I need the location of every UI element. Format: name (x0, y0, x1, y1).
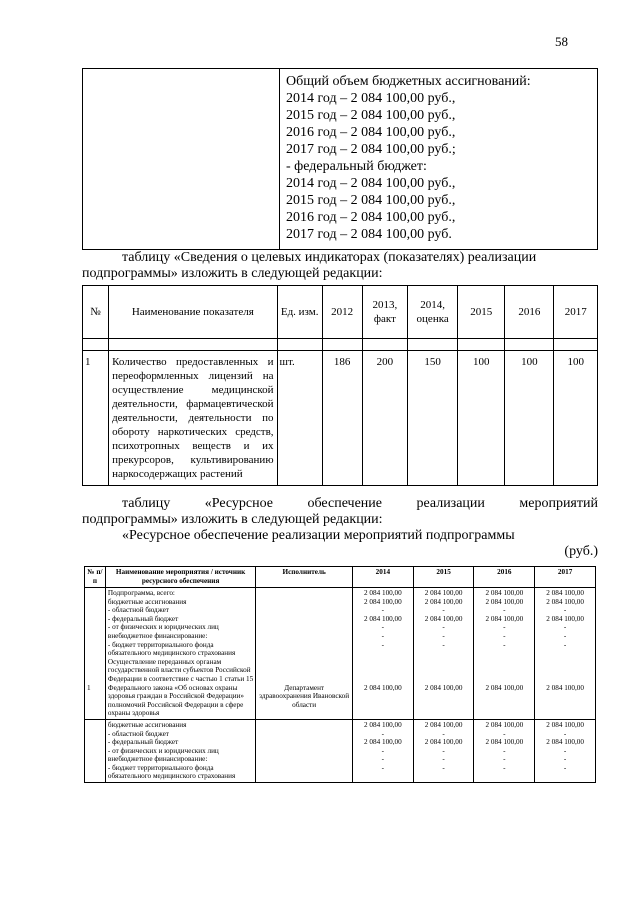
activity-name: Осуществление переданных органам государственной власти субъектов Российской Федерации в соответствие с частью 1 статьи 15 Федерального закона «Об основах охраны здоровья граждан в Российской Федерации» полномочий Российской Федерации в сфере охраны здоровья (107, 657, 254, 718)
value: - (442, 746, 445, 755)
value: 2 084 100,00 (485, 597, 524, 606)
value: 2 084 100,00 (364, 720, 402, 729)
header-2015: 2015 (458, 286, 505, 339)
value: - (503, 746, 506, 755)
resources-table (84, 566, 596, 783)
table-row (83, 351, 598, 486)
activity-line: бюджетные ассигнования (107, 720, 187, 729)
budget-table (82, 68, 598, 250)
value: 2 084 100,00 (424, 597, 463, 606)
header-2016: 2016 (474, 567, 535, 588)
indicators-spacer-row (83, 339, 598, 351)
value: - (442, 623, 445, 632)
paragraph-line: «Ресурсное обеспечение реализации мероприятий подпрограммы (122, 528, 515, 543)
activity-line: - федеральный бюджет (107, 738, 179, 747)
resources-header-row (85, 567, 596, 588)
value: - (381, 763, 385, 772)
cell-activity (105, 588, 255, 720)
value: - (381, 729, 385, 738)
word: мероприятий (519, 496, 598, 511)
value: - (442, 606, 445, 615)
value: - (381, 746, 385, 755)
unit-label: (руб.) (564, 544, 598, 559)
cell-2017 (535, 588, 596, 720)
value: - (563, 640, 567, 649)
word: таблицу (122, 496, 171, 511)
value: - (503, 729, 506, 738)
value: - (381, 631, 385, 640)
cell-indicator-name: Количество предоставленных и переоформленных лицензий на осуществление медицинской деятельности, фармацевтической деятельности, деятельности по обороту наркотических средств, психотропных веществ и их прекурсоров, культивированию наркосодержащих растений (109, 351, 277, 486)
paragraph-line: подпрограммы» изложить в следующей редакции: (82, 266, 383, 281)
cell-activity (105, 719, 255, 782)
value: - (442, 755, 445, 764)
value: - (381, 606, 385, 615)
cell-2015 (413, 588, 474, 720)
value: - (563, 746, 567, 755)
budget-line: 2016 год – 2 084 100,00 руб., (286, 210, 456, 225)
value: - (503, 763, 506, 772)
header-2014: 2014 (353, 567, 414, 588)
value: 2 084 100,00 (364, 597, 402, 606)
value: 2 084 100,00 (364, 589, 402, 597)
header-2015: 2015 (413, 567, 474, 588)
cell-2012: 186 (322, 351, 362, 486)
header-indicator-name: Наименование показателя (109, 286, 277, 339)
budget-line: 2016 год – 2 084 100,00 руб., (286, 125, 456, 140)
activity-line: Подпрограмма, всего: (107, 589, 175, 597)
cell-executor (256, 719, 353, 782)
value: - (381, 640, 385, 649)
value: 2 084 100,00 (485, 614, 524, 623)
value: 2 084 100,00 (546, 614, 584, 623)
value: - (563, 755, 567, 764)
cell-2015 (413, 719, 474, 782)
cell-2016 (474, 588, 535, 720)
budget-table-values-cell (280, 69, 598, 250)
value: 2 084 100,00 (485, 589, 524, 597)
value: 2 084 100,00 (424, 589, 463, 597)
header-unit: Ед. изм. (277, 286, 322, 339)
paragraph-indicators-intro (82, 250, 598, 282)
budget-line: 2014 год – 2 084 100,00 руб., (286, 176, 456, 191)
value: 2 084 100,00 (546, 738, 584, 747)
executor-name: Департамент здравоохранения Ивановской области (259, 683, 350, 709)
header-2013: 2013, факт (362, 286, 408, 339)
value: 2 084 100,00 (546, 589, 584, 597)
header-2016: 2016 (505, 286, 554, 339)
activity-line: - федеральный бюджет (107, 614, 179, 623)
indicators-header-row (83, 286, 598, 339)
value: 2 084 100,00 (546, 597, 584, 606)
cell-num: 1 (83, 351, 109, 486)
activity-line: внебюджетное финансирование: (107, 631, 208, 640)
value: 2 084 100,00 (424, 720, 463, 729)
value: - (442, 631, 445, 640)
value: - (442, 640, 445, 649)
header-num: № (83, 286, 109, 339)
value: - (563, 763, 567, 772)
activity-line: - от физических и юридических лиц (107, 623, 219, 632)
cell-num (85, 588, 106, 720)
value: - (381, 755, 385, 764)
header-2012: 2012 (322, 286, 362, 339)
value: - (503, 755, 506, 764)
value: 2 084 100,00 (424, 683, 463, 692)
value: 2 084 100,00 (485, 738, 524, 747)
value: 2 084 100,00 (364, 738, 402, 747)
value: 2 084 100,00 (485, 683, 524, 692)
word: «Ресурсное (204, 496, 274, 511)
cell-num (85, 719, 106, 782)
indicators-table (82, 285, 598, 486)
header-2017: 2017 (535, 567, 596, 588)
budget-line: Общий объем бюджетных ассигнований: (286, 74, 531, 89)
budget-line: 2017 год – 2 084 100,00 руб. (286, 227, 452, 242)
table-row (85, 588, 596, 720)
value: 2 084 100,00 (364, 614, 402, 623)
value: 2 084 100,00 (546, 683, 584, 692)
header-activity: Наименование мероприятия / источник ресурсного обеспечения (105, 567, 255, 588)
value: - (503, 606, 506, 615)
activity-line: - бюджет территориального фонда обязательного медицинского страхования (107, 640, 236, 658)
value: - (503, 631, 506, 640)
table-row (85, 719, 596, 782)
cell-2014 (353, 588, 414, 720)
budget-line: 2015 год – 2 084 100,00 руб., (286, 193, 456, 208)
budget-line: - федеральный бюджет: (286, 159, 427, 174)
paragraph-line (82, 496, 598, 512)
cell-2017: 100 (554, 351, 598, 486)
value: - (442, 763, 445, 772)
cell-unit: шт. (277, 351, 322, 486)
header-2014: 2014, оценка (408, 286, 458, 339)
value: - (563, 631, 567, 640)
budget-table-empty-cell (83, 69, 280, 250)
paragraph-line: таблицу «Сведения о целевых индикаторах (показателях) реализации (122, 250, 537, 265)
value: 2 084 100,00 (485, 720, 524, 729)
activity-line: - бюджет территориального фонда обязательного медицинского страхования (107, 763, 236, 781)
value: - (503, 640, 506, 649)
value: 2 084 100,00 (364, 683, 402, 692)
value: - (381, 623, 385, 632)
budget-line: 2015 год – 2 084 100,00 руб., (286, 108, 456, 123)
budget-line: 2014 год – 2 084 100,00 руб., (286, 91, 456, 106)
paragraph-resources-intro (82, 496, 598, 560)
word: обеспечение (307, 496, 383, 511)
cell-executor (256, 588, 353, 720)
cell-2017 (535, 719, 596, 782)
cell-2013: 200 (362, 351, 408, 486)
header-executor: Исполнитель (256, 567, 353, 588)
value: - (563, 729, 567, 738)
header-2017: 2017 (554, 286, 598, 339)
row-number: 1 (87, 683, 91, 692)
activity-line: - областной бюджет (107, 606, 169, 615)
header-num: № п/п (85, 567, 106, 588)
activity-line: - от физических и юридических лиц (107, 746, 219, 755)
activity-line: - областной бюджет (107, 729, 169, 738)
cell-2016 (474, 719, 535, 782)
cell-2014: 150 (408, 351, 458, 486)
paragraph-line: подпрограммы» изложить в следующей редакции: (82, 512, 383, 527)
value: 2 084 100,00 (546, 720, 584, 729)
value: - (563, 606, 567, 615)
activity-line: внебюджетное финансирование: (107, 755, 208, 764)
value: - (442, 729, 445, 738)
activity-line: бюджетные ассигнования (107, 597, 187, 606)
word: реализации (416, 496, 485, 511)
cell-2015: 100 (458, 351, 505, 486)
value: - (563, 623, 567, 632)
value: 2 084 100,00 (424, 738, 463, 747)
page-number: 58 (555, 34, 568, 49)
budget-line: 2017 год – 2 084 100,00 руб.; (286, 142, 456, 157)
cell-2016: 100 (505, 351, 554, 486)
cell-2014 (353, 719, 414, 782)
value: 2 084 100,00 (424, 614, 463, 623)
value: - (503, 623, 506, 632)
